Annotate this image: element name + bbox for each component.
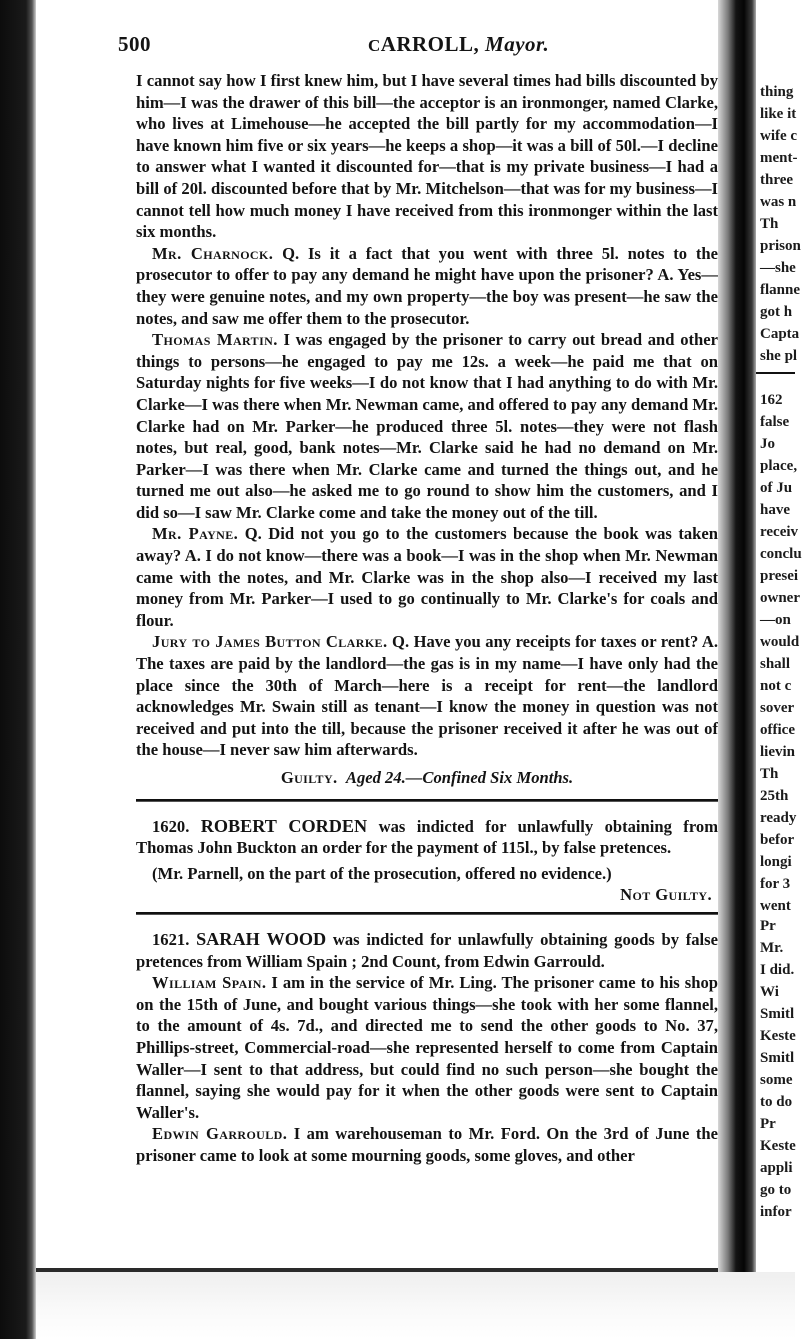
- case-1620-note: (Mr. Parnell, on the part of the prosecution, offered no evidence.): [152, 863, 612, 883]
- facing-page-fragment: office: [760, 722, 795, 738]
- verdict-prev-label: Guilty.: [280, 768, 338, 787]
- facing-page-fragment: I did.: [760, 962, 795, 978]
- facing-page-fragment: Keste: [760, 1028, 796, 1044]
- facing-page-fragment: —on: [760, 612, 791, 628]
- page-body: [136, 70, 718, 1167]
- facing-page-fragment: some: [760, 1072, 793, 1088]
- facing-page-fragment: lievin: [760, 744, 796, 760]
- facing-page-fragment: for 3: [760, 876, 791, 892]
- facing-page-fragment: befor: [760, 832, 795, 848]
- paragraph-garrould: [136, 1123, 718, 1166]
- facing-page-fragment: false: [760, 414, 790, 430]
- facing-page-fragment: owner: [760, 590, 800, 606]
- facing-page-fragment: to do: [760, 1094, 793, 1110]
- facing-page-rule: [756, 372, 795, 374]
- facing-page-fragment: Smitl: [760, 1006, 795, 1022]
- paragraph-martin: [136, 329, 718, 523]
- facing-page-fragment: go to: [760, 1182, 792, 1198]
- case-1621-text: was indicted for unlawfully obtaining goods by false pretences from William Spain ; 2nd Count, from Edwin Garrould.: [136, 929, 718, 971]
- speaker-payne: Mr. Payne.: [152, 524, 239, 544]
- facing-page-fragment: flanne: [760, 282, 801, 298]
- section-rule: [136, 912, 720, 915]
- facing-page-fragment: ready: [760, 810, 797, 826]
- facing-page-fragment: —she: [760, 260, 796, 276]
- speaker-jury: Jury to James Button Clarke.: [152, 632, 388, 652]
- facing-page-fragment: Mr.: [760, 940, 784, 956]
- facing-page-fragment: went: [760, 898, 791, 914]
- facing-page-fragment: 25th: [760, 788, 789, 804]
- facing-page-fragment: infor: [760, 1204, 792, 1220]
- facing-page-fragment: three: [760, 172, 794, 188]
- facing-page-fragment: prison: [760, 238, 801, 254]
- facing-page-fragment: shall: [760, 656, 791, 672]
- case-1621-defendant: SARAH WOOD: [196, 928, 327, 949]
- paragraph-garrould-text: I am warehouseman to Mr. Ford. On the 3rd of June the prisoner came to look at some mourning goods, some gloves, and other: [136, 1124, 718, 1165]
- facing-page-edge: [756, 0, 802, 1272]
- facing-page-fragment: wife c: [760, 128, 798, 144]
- paragraph-martin-text: I was engaged by the prisoner to carry out bread and other things to persons—he engaged to pay me 12s. a week—he paid me that on Saturday nights for five weeks—I do not know that I had anything to do with Mr. Clarke—I was there when Mr. Newman came, and offered to pay any demand Mr. Clarke had on Mr. Parker—he produced three 5l. notes—they were not flash notes, but real, good, bank notes—Mr. Clarke said he had no demand on Mr. Parker—I was there when Mr. Clarke came and turned the things out, and he turned me out also—he asked me to go round to show him the customers, and I did so—I saw Mr. Clarke come and take the money out of the till.: [136, 330, 718, 522]
- facing-page-fragment: Th: [760, 216, 779, 232]
- facing-page-fragment: receiv: [760, 524, 799, 540]
- case-1620-text: was indicted for unlawfully obtaining from Thomas John Buckton an order for the payment of 115l., by false pretences.: [136, 816, 719, 858]
- facing-page-fragment: place,: [760, 458, 798, 474]
- case-1621-heading: [136, 929, 718, 972]
- facing-page-fragment: of Ju: [760, 480, 793, 496]
- paragraph-jury-text: Q. Have you any receipts for taxes or rent? A. The taxes are paid by the landlord—the gas is in my name—I have only had the place since the 30th of March—here is a receipt for rent—the landlord acknowledges Mr. Swain still as tenant—I know the money in question was not received and put into the till, because the prisoner received it after he was out of the house—I never saw him afterwards.: [136, 632, 719, 760]
- speaker-spain: William Spain.: [152, 973, 267, 993]
- facing-page-fragment: Th: [760, 766, 779, 782]
- facing-page-fragment: Wi: [760, 984, 779, 1000]
- book-gutter: [718, 0, 758, 1272]
- facing-page-fragment: longi: [760, 854, 792, 870]
- paragraph-charnock-text: Q. Is it a fact that you went with three 5l. notes to the prosecutor to offer to pay any demand he might have upon the prisoner? A. Yes—they were genuine notes, and my own property—the boy was present—he saw the notes, and saw me offer them to the prosecutor.: [136, 243, 719, 328]
- facing-page-fragment: Jo: [760, 436, 775, 452]
- facing-page-fragment: have: [760, 502, 790, 518]
- section-rule: [136, 799, 720, 802]
- paragraph-payne: [136, 523, 718, 631]
- facing-page-fragment: Keste: [760, 1138, 796, 1154]
- facing-page-fragment: Smitl: [760, 1050, 795, 1066]
- speaker-charnock: Mr. Charnock.: [152, 243, 274, 263]
- case-1620-verdict-label: Not Guilty.: [620, 885, 712, 905]
- running-title: CARROLL, Mayor.: [368, 32, 550, 56]
- facing-page-fragment: would: [760, 634, 800, 650]
- facing-page-fragment: Pr: [760, 1116, 776, 1132]
- paragraph-charnock: [136, 243, 718, 329]
- case-1620-defendant: ROBERT CORDEN: [200, 815, 368, 836]
- left-binding-shadow: [0, 0, 36, 1339]
- sentence-prev: Aged 24.—Confined Six Months.: [345, 768, 574, 787]
- case-1620-number: 1620.: [152, 816, 190, 836]
- facing-page-fragment: thing: [760, 84, 794, 100]
- facing-page-fragment: she pl: [760, 348, 798, 364]
- facing-page-fragment: appli: [760, 1160, 793, 1176]
- paragraph-spain: [136, 972, 718, 1123]
- facing-page-fragment: conclu: [760, 546, 802, 562]
- facing-page-fragment: was n: [760, 194, 797, 210]
- facing-page-fragment: got h: [760, 304, 793, 320]
- speaker-martin: Thomas Martin.: [152, 330, 278, 350]
- lower-page-fold: [36, 1272, 795, 1339]
- paragraph-payne-text: Q. Did not you go to the customers because the book was taken away? A. I do not know—there was a book—I was in the shop when Mr. Newman came with the notes, and Mr. Clarke was in the shop also—I received my last money from Mr. Parker—I used to go continually to Mr. Clarke's for coals and flour.: [136, 524, 718, 630]
- page-number: 500: [118, 32, 151, 56]
- case-1620-verdict: [136, 884, 718, 906]
- verdict-prev: [136, 767, 718, 789]
- page-header: [106, 30, 726, 64]
- running-title-text: ARROLL,: [380, 32, 486, 56]
- facing-page-fragment: not c: [760, 678, 792, 694]
- facing-page-fragment: Pr: [760, 918, 776, 934]
- facing-page-fragment: 162: [760, 392, 783, 408]
- facing-page-fragment: presei: [760, 568, 799, 584]
- case-1620-heading: [136, 816, 718, 859]
- facing-page-fragment: ment-: [760, 150, 798, 166]
- paragraph-jury: [136, 631, 718, 761]
- speaker-garrould: Edwin Garrould.: [152, 1124, 288, 1144]
- facing-page-fragment: sover: [760, 700, 795, 716]
- paragraph-spain-text: I am in the service of Mr. Ling. The prisoner came to his shop on the 15th of June, and bought various things—she took with her some flannel, to the amount of 4s. 7d., and directed me to send the other goods to No. 37, Phillips-street, Commercial-road—she represented herself to come from Captain Waller—I sent to that address, but could find no such person—she bought the flannel, saying she would pay for it when the other goods were sent to Captain Waller's.: [136, 973, 718, 1122]
- paragraph-testimony-1: I cannot say how I first knew him, but I have several times had bills discounted by him—I was the drawer of this bill—the acceptor is an ironmonger, named Clarke, who lives at Limehouse—he accepted the bill partly for my accommodation—I have known him five or six years—he keeps a shop—it was a bill of 50l.—I decline to answer what I wanted it discounted for—that is my private business—I had a bill of 20l. discounted before that by Mr. Mitchelson—that was for my business—I cannot tell how much money I have received from this ironmonger within the last six months.: [136, 71, 718, 242]
- facing-page-fragment: like it: [760, 106, 797, 122]
- case-1621-number: 1621.: [152, 929, 190, 949]
- facing-page-fragment: Capta: [760, 326, 800, 342]
